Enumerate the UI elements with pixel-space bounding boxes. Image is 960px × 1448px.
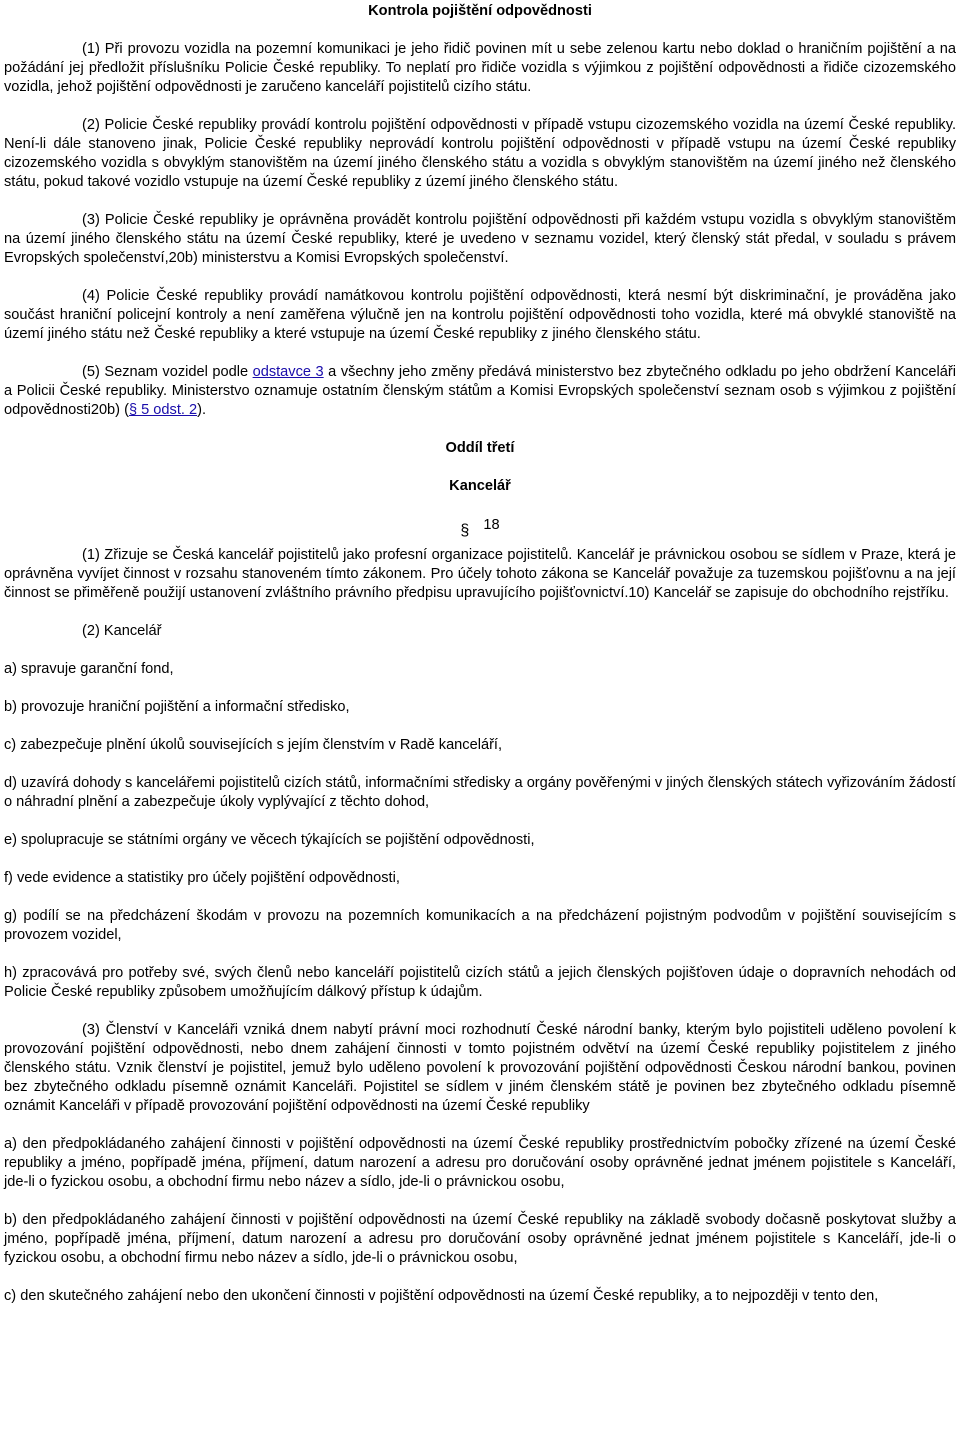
list-item: c) den skutečného zahájení nebo den ukončení činnosti v pojištění odpovědnosti na území České republiky, a to nejpozději v tento den, [4,1288,879,1304]
list-item: b) den předpokládaného zahájení činnosti v pojištění odpovědnosti na území České republiky na základě svobody dočasně poskytovat služby a jméno, popřípadě jména, příjmení, datum narození a adresu pro doručování osoby oprávněné jednat jménem pojistitele s Kanceláří, jde-li o fyzickou osobu, a obchodní firmu nebo název a sídlo, jde-li o právnickou osobu, [4,1212,956,1266]
paragraph-4: (4) Policie České republiky provádí namátkovou kontrolu pojištění odpovědnosti, která nesmí být diskriminační, je prováděna jako součást hraniční policejní kontroly a není zaměřena výlučně jen na kontrolu pojištění odpovědnosti toho vozidla, které má obvyklé stanoviště na území jiného státu než České republiky a které vstupuje na území České republiky z jiného členského státu. [4,288,956,342]
heading-oddil: Oddíl třetí [445,440,515,456]
list-item: g) podílí se na předcházení škodám v provozu na pozemních komunikacích a na předcházení pojistným podvodům v pojištění souvisejícím s provozem vozidel, [4,908,956,943]
paragraph-5-text-b: a všechny jeho změny předává ministerstvo bez zbytečného odkladu po jeho obdržení Kanceláři a Policii České republiky. Ministerstvo oznamuje ostatním členským státům a Komisi Evropských společenství seznam osob s výjimkou z pojištění odpovědnosti20b) ( [4,364,956,418]
paragraph-3: (3) Policie České republiky je oprávněna provádět kontrolu pojištění odpovědnosti při každém vstupu vozidla s obvyklým stanovištěm na území jiného členského státu na území České republiky, které je uvedeno v seznamu vozidel, který členský stát předal, v souladu s právem Evropských společenství,20b) ministerstvu a Komisi Evropských společenství. [4,212,956,266]
document-title: Kontrola pojištění odpovědnosti [368,3,592,19]
list-item: b) provozuje hraniční pojištění a informační středisko, [4,699,350,715]
link-odstavce-3[interactable]: odstavce 3 [252,364,324,380]
s18-paragraph-1: (1) Zřizuje se Česká kancelář pojistitelů jako profesní organizace pojistitelů. Kancelář je právnickou osobou se sídlem v Praze, která je oprávněna vyvíjet činnost v rozsahu stanoveném tímto zákonem. Pro účely tohoto zákona se Kancelář považuje za tuzemskou pojišťovnu a na její činnost se přiměřeně použijí ustanovení zvláštního právního předpisu upravujícího pojišťovnictví.10) Kancelář se zapisuje do obchodního rejstříku. [4,547,956,601]
paragraph-5-text-c: ). [197,402,207,418]
s18-paragraph-3: (3) Členství v Kanceláři vzniká dnem nabytí právní moci rozhodnutí České národní banky, kterým bylo pojistiteli uděleno povolení k provozování pojištění odpovědnosti, nebo dnem zahájení činnosti v tomto pojistném odvětví na území České republiky pojistitelem z jiného členského státu. Vznik členství je pojistitel, jemuž bylo uděleno povolení k provozování pojištění odpovědnosti Českou národní bankou, povinen bez zbytečného odkladu písemně oznámit Kanceláři. Pojistitel se sídlem v jiném členském státě je povinen bez zbytečného odkladu písemně oznámit Kanceláři v případě provozování pojištění odpovědnosti na území České republiky [4,1022,956,1114]
list-item: a) den předpokládaného zahájení činnosti v pojištění odpovědnosti na území České republiky prostřednictvím pobočky zřízené na území České republiky a jméno, popřípadě jména, příjmení, datum narození a adresu pro doručování osoby oprávněné jednat jménem pojistitele s Kanceláří, jde-li o fyzickou osobu, a obchodní firmu nebo název a sídlo, jde-li o právnickou osobu, [4,1136,956,1190]
list-item: f) vede evidence a statistiky pro účely pojištění odpovědnosti, [4,870,400,886]
list-item: d) uzavírá dohody s kancelářemi pojistitelů cizích států, informačními středisky a orgány pověřenými v jiných členských státech vyřizováním žádostí o náhradní plnění a zabezpečuje úkoly vyplývající z těchto dohod, [4,775,956,810]
paragraph-1: (1) Při provozu vozidla na pozemní komunikaci je jeho řidič povinen mít u sebe zelenou kartu nebo doklad o hraničním pojištění a na požádání jej předložit příslušníku Policie České republiky. To neplatí pro řidiče vozidla s výjimkou z pojištění odpovědnosti a řidiče cizozemského vozidla, jehož pojištění odpovědnosti je zaručeno kanceláří pojistitelů cizího státu. [4,41,956,95]
paragraph-2: (2) Policie České republiky provádí kontrolu pojištění odpovědnosti v případě vstupu cizozemského vozidla na území České republiky. Není-li dále stanoveno jinak, Policie České republiky neprovádí kontrolu pojištění odpovědnosti v případě vstupu na území České republiky cizozemského vozidla s obvyklým stanovištěm na území jiného členského státu a vozidla s obvyklým stanovištěm na území jiného než členského státu, pokud takové vozidlo vstupuje na území České republiky z území jiného členského státu. [4,117,956,190]
list-item: e) spolupracuje se státními orgány ve věcech týkajících se pojištění odpovědnosti, [4,832,535,848]
list-item: h) zpracovává pro potřeby své, svých členů nebo kanceláří pojistitelů cizích států a jejich členských pojišťoven údaje o dopravních nehodách od Policie České republiky způsobem umožňujícím dálkový přístup k údajům. [4,965,956,1000]
section-symbol: § [460,522,470,539]
s18-paragraph-2: (2) Kancelář [82,623,162,639]
paragraph-5-text-a: (5) Seznam vozidel podle [82,364,253,380]
heading-kancelar: Kancelář [449,478,511,494]
section-number: 18 [483,517,500,533]
link-paragraph-5-odst-2[interactable]: § 5 odst. 2 [128,402,198,418]
paragraph-5 [4,363,956,420]
section-heading [4,515,956,539]
list-item: a) spravuje garanční fond, [4,661,174,677]
list-item: c) zabezpečuje plnění úkolů souvisejících s jejím členstvím v Radě kanceláří, [4,737,503,753]
